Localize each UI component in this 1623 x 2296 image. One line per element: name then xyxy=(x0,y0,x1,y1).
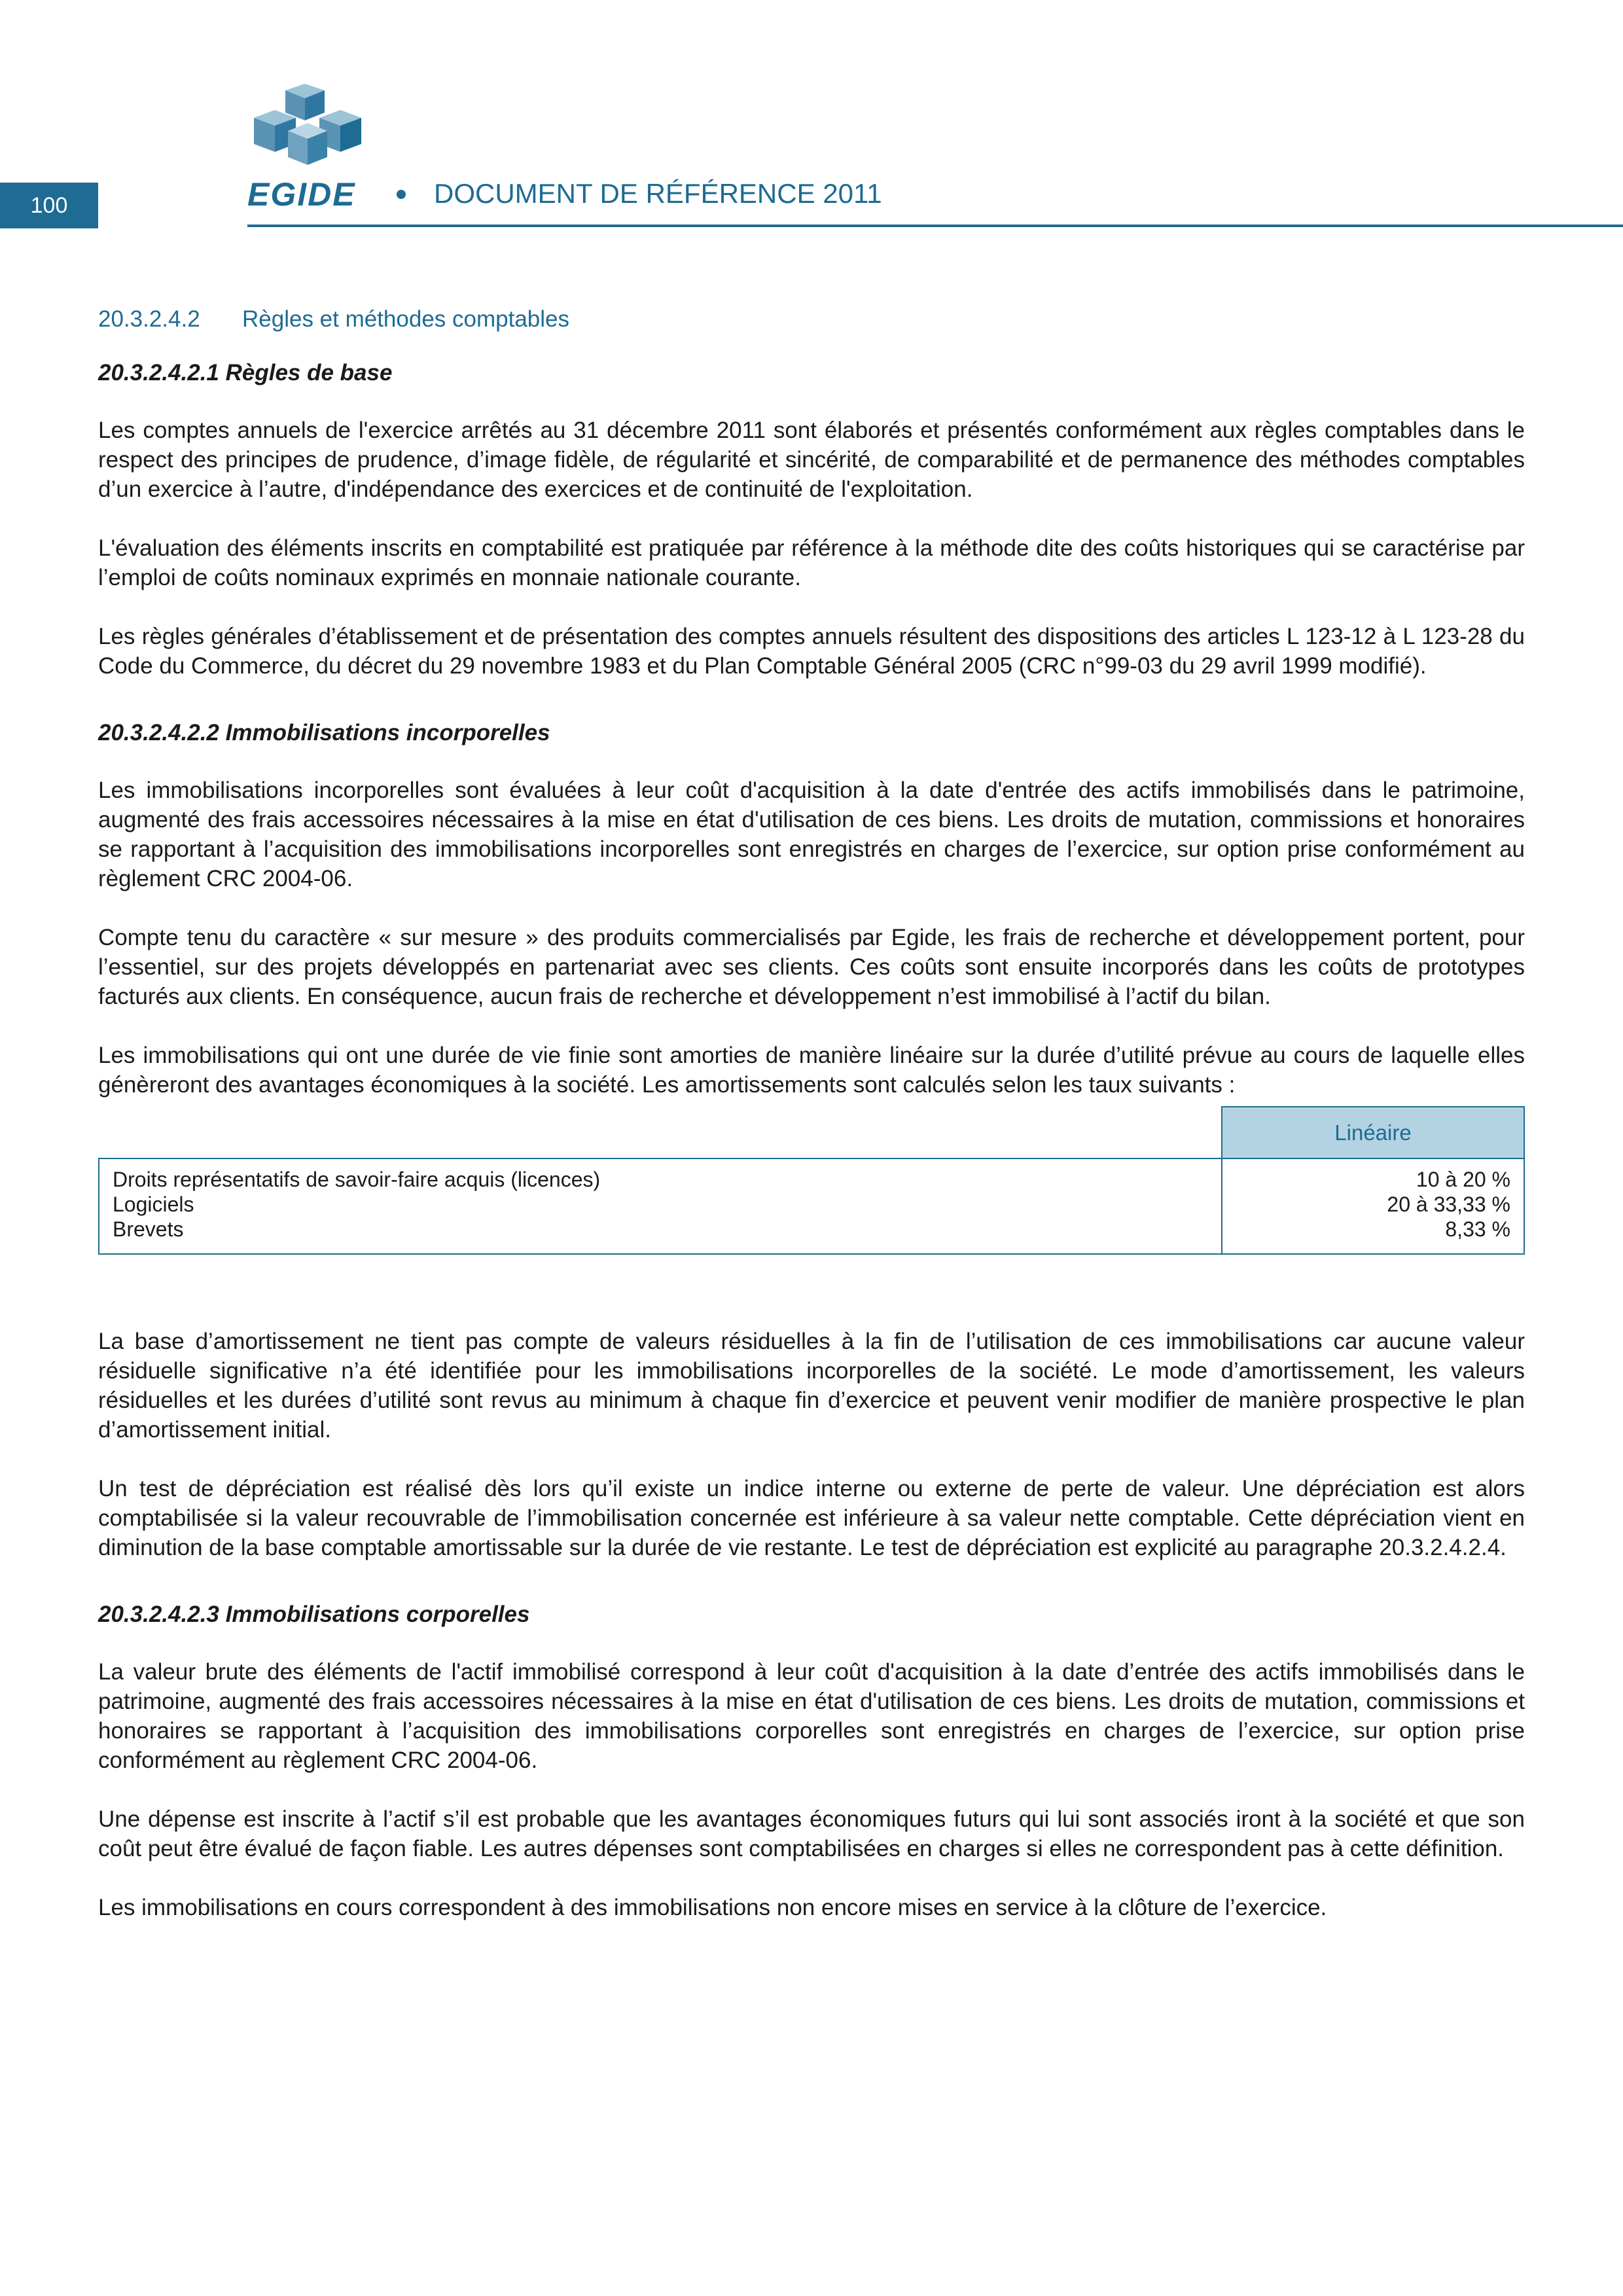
amortization-rates-table xyxy=(98,1106,1525,1255)
table-header-lineaire: Linéaire xyxy=(1222,1107,1524,1158)
table-labels-cell xyxy=(99,1158,1222,1254)
row-value: 8,33 % xyxy=(1445,1217,1510,1241)
section-number: 20.3.2.4.2 xyxy=(98,306,200,332)
paragraph: Les immobilisations incorporelles sont évaluées à leur coût d'acquisition à la date d'entrée des actifs immobilisés dans le patrimoine, augmenté des frais accessoires nécessaires à la mise en état d'utilisation de ces biens. Les droits de mutation, commissions et honoraires se rapportant à l’acquisition des immobilisations incorporelles sont enregistrés en charges de l’exercice, sur option prise conformément au règlement CRC 2004-06. xyxy=(98,778,1525,891)
table-header-blank xyxy=(99,1107,1222,1158)
page-content xyxy=(98,306,1525,1952)
subsection-heading-corporelles: 20.3.2.4.2.3 Immobilisations corporelles xyxy=(98,1602,530,1627)
table-header-row xyxy=(99,1107,1524,1158)
section-title: Règles et méthodes comptables xyxy=(242,306,569,332)
paragraph: Les immobilisations en cours correspondent à des immobilisations non encore mises en service à la clôture de l’exercice. xyxy=(98,1895,1327,1920)
row-value: 20 à 33,33 % xyxy=(1387,1193,1510,1216)
paragraph: Les règles générales d’établissement et de présentation des comptes annuels résultent des dispositions des articles L 123-12 à L 123-28 du Code du Commerce, du décret du 29 novembre 1983 et du Plan Comptable Général 2005 (CRC n°99-03 du 29 avril 1999 modifié). xyxy=(98,624,1525,679)
header-rule xyxy=(247,224,1623,227)
row-value: 10 à 20 % xyxy=(1416,1168,1510,1191)
paragraph: Un test de dépréciation est réalisé dès lors qu’il existe un indice interne ou externe de perte de valeur. Une dépréciation est alors comptabilisée si la valeur recouvrable de l’immobilisation concernée est inférieure à sa valeur nette comptable. Cette dépréciation vient en diminution de la base comptable amortissable sur la durée de vie restante. Le test de dépréciation est explicité au paragraphe 20.3.2.4.2.4. xyxy=(98,1476,1525,1560)
table-values-cell xyxy=(1222,1158,1524,1254)
header-bullet xyxy=(397,190,406,199)
subsection-heading-incorporelles: 20.3.2.4.2.2 Immobilisations incorporelles xyxy=(98,720,550,745)
paragraph: Une dépense est inscrite à l’actif s’il est probable que les avantages économiques futurs qui lui sont associés iront à la société et que son coût peut être évalué de façon fiable. Les autres dépenses sont comptabilisées en charges si elles ne correspondent pas à cette définition. xyxy=(98,1806,1525,1861)
row-label: Brevets xyxy=(113,1217,184,1241)
row-label: Logiciels xyxy=(113,1193,194,1216)
section-heading xyxy=(98,306,1525,332)
paragraph: Compte tenu du caractère « sur mesure » des produits commercialisés par Egide, les frais de recherche et développement portent, pour l’essentiel, sur des projets développés en partenariat avec ses clients. Ces coûts sont ensuite incorporés dans les coûts de prototypes facturés aux clients. En conséquence, aucun frais de recherche et développement n’est immobilisé à l’actif du bilan. xyxy=(98,925,1525,1009)
document-title: DOCUMENT DE RÉFÉRENCE 2011 xyxy=(434,178,882,209)
paragraph: L'évaluation des éléments inscrits en comptabilité est pratiquée par référence à la méthode dite des coûts historiques qui se caractérise par l’emploi de coûts nominaux exprimés en monnaie nationale courante. xyxy=(98,535,1525,590)
page-number: 100 xyxy=(0,183,98,228)
subsection-heading-regles-base: 20.3.2.4.2.1 Règles de base xyxy=(98,360,393,386)
paragraph: Les comptes annuels de l'exercice arrêtés au 31 décembre 2011 sont élaborés et présentés conformément aux règles comptables dans le respect des principes de prudence, d’image fidèle, de régularité et sincérité, de comparabilité et de permanence des méthodes comptables d’un exercice à l’autre, d'indépendance des exercices et de continuité de l'exploitation. xyxy=(98,418,1525,502)
paragraph: La valeur brute des éléments de l'actif immobilisé correspond à leur coût d'acquisition à la date d’entrée des actifs immobilisés dans le patrimoine, augmenté des frais accessoires nécessaires à la mise en état d'utilisation de ces biens. Les droits de mutation, commissions et honoraires se rapportant à l’acquisition des immobilisations corporelles sont enregistrés en charges de l’exercice, sur option prise conformément au règlement CRC 2004-06. xyxy=(98,1659,1525,1773)
paragraph: Les immobilisations qui ont une durée de vie finie sont amorties de manière linéaire sur la durée d’utilité prévue au cours de laquelle elles génèreront des avantages économiques à la société. Les amortissements sont calculés selon les taux suivants : xyxy=(98,1043,1525,1098)
paragraph: La base d’amortissement ne tient pas compte de valeurs résiduelles à la fin de l’utilisation de ces immobilisations car aucune valeur résiduelle significative n’a été identifiée pour les immobilisations incorporelles de la société. Le mode d’amortissement, les valeurs résiduelles et les durées d’utilité sont revus au minimum à chaque fin d’exercice et peuvent venir modifier de manière prospective le plan d’amortissement initial. xyxy=(98,1329,1525,1443)
brand-logo-text: EGIDE xyxy=(247,176,356,213)
row-label: Droits représentatifs de savoir-faire acquis (licences) xyxy=(113,1168,601,1191)
table-row xyxy=(99,1158,1524,1254)
